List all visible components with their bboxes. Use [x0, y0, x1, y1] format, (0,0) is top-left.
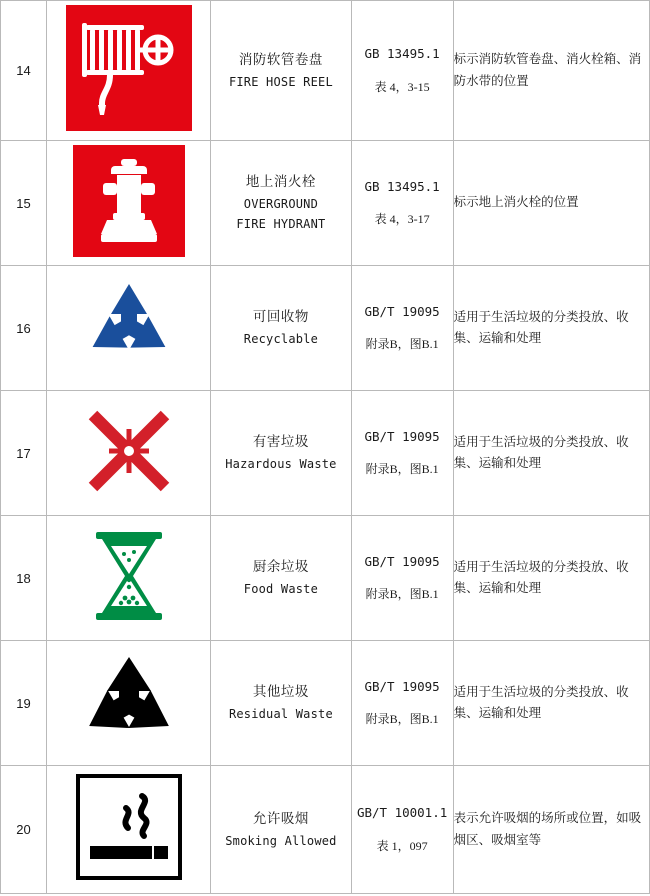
sign-name-cell: [211, 641, 351, 766]
row-number: 14: [1, 1, 47, 141]
sign-name-en: Smoking Allowed: [225, 833, 337, 848]
standard-code: GB/T 10001.1: [356, 805, 448, 821]
table-row: [1, 1, 650, 141]
sign-name-cell: [211, 766, 351, 894]
standard-ref: 附录B，图B.1: [365, 587, 439, 602]
residual-waste-icon: [77, 653, 181, 749]
sign-name-en: FIRE HOSE REEL: [228, 74, 333, 89]
food-waste-icon: [84, 526, 174, 626]
table-row: [1, 391, 650, 516]
sign-icon-cell: [47, 766, 211, 894]
sign-icon-cell: [47, 141, 211, 266]
sign-name-cn: 允许吸烟: [252, 810, 309, 826]
row-number: 18: [1, 516, 47, 641]
standard-ref: 附录B，图B.1: [365, 462, 439, 477]
sign-name-cn: 可回收物: [252, 309, 309, 325]
fire-hose-reel-icon: [66, 5, 192, 131]
sign-name-en-line1: OVERGROUND: [243, 196, 319, 211]
standard-ref: 附录B，图B.1: [365, 712, 439, 727]
row-number: 20: [1, 766, 47, 894]
sign-name-cell: [211, 391, 351, 516]
standard-code: GB/T 19095: [364, 678, 440, 694]
sign-icon-cell: [47, 266, 211, 391]
table-row: [1, 141, 650, 266]
sign-name-en: Recyclable: [243, 332, 319, 347]
standard-ref: 表 4，3-17: [374, 212, 430, 227]
sign-name-cell: [211, 266, 351, 391]
sign-icon-cell: [47, 1, 211, 141]
table-row: [1, 516, 650, 641]
standard-cell: [351, 766, 453, 894]
description-cell: 适用于生活垃圾的分类投放、收集、运输和处理: [453, 516, 649, 641]
table-row: [1, 641, 650, 766]
sign-name-cell: [211, 141, 351, 266]
sign-icon-cell: [47, 516, 211, 641]
description-cell: 适用于生活垃圾的分类投放、收集、运输和处理: [453, 266, 649, 391]
standard-cell: [351, 266, 453, 391]
standard-code: GB 13495.1: [364, 46, 440, 62]
standard-code: GB/T 19095: [364, 303, 440, 319]
row-number: 19: [1, 641, 47, 766]
row-number: 16: [1, 266, 47, 391]
sign-icon-cell: [47, 391, 211, 516]
sign-name-cn: 其他垃圾: [252, 684, 309, 700]
sign-icon-cell: [47, 641, 211, 766]
description-cell: 适用于生活垃圾的分类投放、收集、运输和处理: [453, 641, 649, 766]
description-cell: 表示允许吸烟的场所或位置，如吸烟区、吸烟室等: [453, 766, 649, 894]
smoking-allowed-icon: [76, 774, 182, 880]
row-number: 15: [1, 141, 47, 266]
standard-cell: [351, 141, 453, 266]
sign-name-cell: [211, 1, 351, 141]
recyclable-icon: [77, 278, 181, 374]
standard-ref: 附录B，图B.1: [365, 337, 439, 352]
description-cell: 标示消防软管卷盘、消火栓箱、消防水带的位置: [453, 1, 649, 141]
description-cell: 适用于生活垃圾的分类投放、收集、运输和处理: [453, 391, 649, 516]
standard-cell: [351, 391, 453, 516]
overground-fire-hydrant-icon: [73, 145, 185, 257]
standard-ref: 表 4，3-15: [374, 79, 430, 94]
sign-name-cn: 消防软管卷盘: [238, 51, 323, 67]
sign-name-en: Food Waste: [243, 582, 319, 597]
sign-name-en: Residual Waste: [228, 707, 333, 722]
sign-name-cell: [211, 516, 351, 641]
hazardous-waste-icon: [79, 403, 179, 499]
standard-ref: 表 1，097: [376, 838, 428, 853]
sign-name-cn: 厨余垃圾: [252, 559, 309, 575]
sign-name-en: Hazardous Waste: [225, 457, 337, 472]
table-row: [1, 766, 650, 894]
standard-cell: [351, 516, 453, 641]
sign-name-cn: 有害垃圾: [252, 434, 309, 450]
sign-name-cn: 地上消火栓: [245, 173, 316, 189]
standard-code: GB/T 19095: [364, 553, 440, 569]
standard-cell: [351, 641, 453, 766]
standard-code: GB/T 19095: [364, 428, 440, 444]
row-number: 17: [1, 391, 47, 516]
description-cell: 标示地上消火栓的位置: [453, 141, 649, 266]
sign-name-en-line2: FIRE HYDRANT: [236, 217, 326, 232]
standard-code: GB 13495.1: [364, 178, 440, 194]
standard-cell: [351, 1, 453, 141]
table-row: [1, 266, 650, 391]
